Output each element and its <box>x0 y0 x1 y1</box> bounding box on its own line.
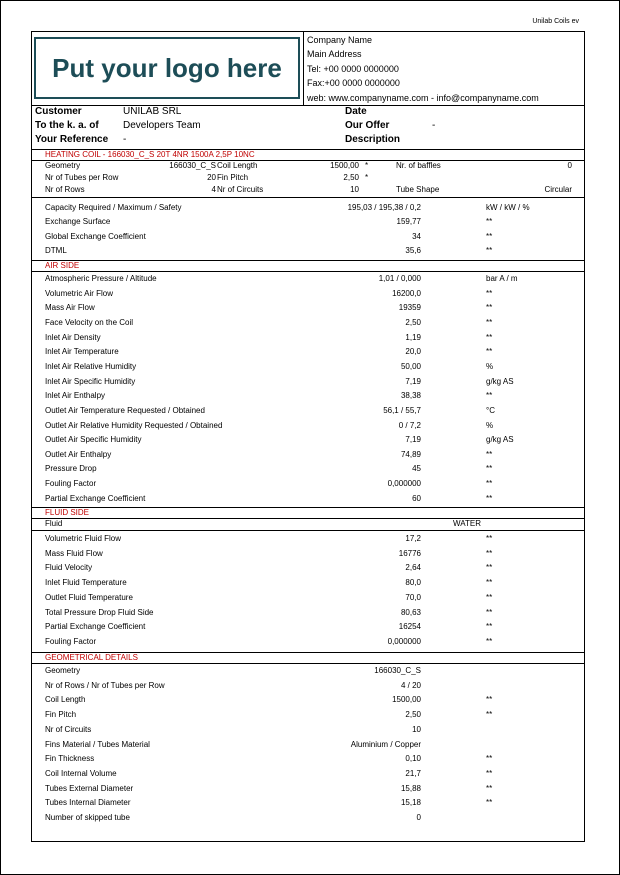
air-value: 0 / 7,2 <box>398 420 421 430</box>
heating-param-label: Coil Length <box>217 161 258 170</box>
air-unit: g/kg AS <box>486 376 514 386</box>
customer-label: Customer <box>35 106 82 117</box>
air-label: Inlet Air Relative Humidity <box>45 361 137 371</box>
fluid-label: Inlet Fluid Temperature <box>45 578 127 588</box>
geometry-unit: ** <box>486 754 493 764</box>
heating-param-value: 4 <box>211 185 216 194</box>
geometry-value: 15,88 <box>400 783 421 793</box>
air-unit: ** <box>486 479 493 489</box>
fluid-value: 0,000000 <box>387 636 421 646</box>
air-value: 19359 <box>398 303 421 313</box>
geometry-value: 4 / 20 <box>400 680 421 690</box>
performance-value: 195,03 / 195,38 / 0,2 <box>347 203 421 212</box>
date-label: Date <box>345 106 367 117</box>
geometry-label: Fin Pitch <box>45 710 77 720</box>
offer-value: - <box>432 120 436 131</box>
air-label: Atmospheric Pressure / Altitude <box>45 274 157 283</box>
fluid-unit: ** <box>486 622 493 632</box>
air-label: Outlet Air Enthalpy <box>45 449 112 459</box>
company-fax: Fax:+00 0000 0000000 <box>307 78 400 89</box>
fluid-value: 70,0 <box>405 592 421 602</box>
geometry-value: 166030_C_S <box>374 666 421 675</box>
air-value: 16200,0 <box>392 288 421 298</box>
fluid-value: 16776 <box>398 548 421 558</box>
geometry-label: Coil Internal Volume <box>45 768 117 778</box>
header <box>32 32 584 106</box>
air-unit: ** <box>486 391 493 401</box>
fluid-unit: ** <box>486 578 493 588</box>
fluid-label: Outlet Fluid Temperature <box>45 592 133 602</box>
geometry-value: 2,50 <box>405 710 421 720</box>
air-value: 60 <box>412 493 421 503</box>
customer-info <box>32 105 584 147</box>
air-unit: ** <box>486 303 493 313</box>
air-value: 45 <box>412 464 421 474</box>
air-value: 20,0 <box>405 347 421 357</box>
air-value: 1,01 / 0,000 <box>378 274 421 283</box>
air-label: Inlet Air Enthalpy <box>45 391 106 401</box>
fluid-unit: ** <box>486 548 493 558</box>
geometry-section <box>32 652 584 664</box>
air-unit: ** <box>486 317 493 327</box>
heating-coil-section <box>32 149 584 161</box>
fluid-label: Fluid <box>45 519 63 528</box>
air-unit: bar A / m <box>486 274 518 283</box>
geometry-label: Fins Material / Tubes Material <box>45 739 150 749</box>
fluid-label: Partial Exchange Coefficient <box>45 622 146 632</box>
geometry-label: Nr of Circuits <box>45 724 92 734</box>
fluid-value: 80,0 <box>405 578 421 588</box>
geometry-unit: ** <box>486 695 493 705</box>
air-label: Face Velocity on the Coil <box>45 317 134 327</box>
fluid-unit: ** <box>486 534 493 543</box>
geometry-value: 21,7 <box>405 768 421 778</box>
air-value: 50,00 <box>400 361 421 371</box>
offer-label: Our Offer <box>345 120 390 131</box>
air-value: 56,1 / 55,7 <box>383 405 421 415</box>
geometry-value: 0,10 <box>405 754 421 764</box>
fluid-label: Total Pressure Drop Fluid Side <box>45 607 154 617</box>
performance-label: DTML <box>45 245 67 255</box>
air-unit: % <box>486 420 494 430</box>
attention-value: Developers Team <box>123 120 201 131</box>
heating-param-value: 0 <box>567 161 572 170</box>
performance-label: Exchange Surface <box>45 217 111 227</box>
heating-param-value: 1500,00 <box>330 161 359 170</box>
company-address: Main Address <box>307 49 362 60</box>
air-label: Pressure Drop <box>45 464 97 474</box>
performance-value: 34 <box>412 231 421 241</box>
geometry-unit: ** <box>486 710 493 720</box>
heating-param-unit: * <box>365 173 369 182</box>
geometry-label: Number of skipped tube <box>45 813 130 822</box>
heating-param-label: Geometry <box>45 161 81 170</box>
air-unit: % <box>486 361 494 371</box>
air-label: Outlet Air Specific Humidity <box>45 435 142 445</box>
app-name: Unilab Coils ev <box>532 18 579 25</box>
logo-placeholder[interactable] <box>34 37 300 99</box>
fluid-label: Fouling Factor <box>45 636 97 646</box>
geometry-value: 1500,00 <box>392 695 421 705</box>
heating-param-label: Nr. of baffles <box>396 161 441 170</box>
heating-param-label: Nr of Circuits <box>217 185 264 194</box>
air-label: Inlet Air Temperature <box>45 347 119 357</box>
fluid-unit: ** <box>486 592 493 602</box>
geometry-label: Tubes Internal Diameter <box>45 798 131 808</box>
reference-value: - <box>123 134 127 145</box>
performance-unit: kW / kW / % <box>486 203 530 212</box>
reference-label: Your Reference <box>35 134 109 145</box>
heating-param-label: Nr of Rows <box>45 185 85 194</box>
heating-param-unit: * <box>365 161 369 170</box>
air-label: Inlet Air Density <box>45 332 101 342</box>
geometry-unit: ** <box>486 783 493 793</box>
geometry-label: Fin Thickness <box>45 754 95 764</box>
geometry-value: Aluminium / Copper <box>350 739 421 749</box>
air-label: Partial Exchange Coefficient <box>45 493 146 503</box>
air-unit: ** <box>486 332 493 342</box>
geometry-value: 0 <box>416 813 421 822</box>
air-unit: ** <box>486 449 493 459</box>
performance-value: 159,77 <box>396 217 421 227</box>
performance-unit: ** <box>486 231 493 241</box>
geometry-unit: ** <box>486 798 493 808</box>
fluid-unit: ** <box>486 636 493 646</box>
company-name: Company Name <box>307 35 373 45</box>
company-tel: Tel: +00 0000 0000000 <box>307 63 399 74</box>
fluid-value: 17,2 <box>405 534 421 543</box>
air-side-title: AIR SIDE <box>32 260 584 272</box>
divider <box>32 530 584 531</box>
air-unit: ** <box>486 347 493 357</box>
geometry-value: 10 <box>412 724 421 734</box>
geometry-unit: ** <box>486 768 493 778</box>
fluid-label: Fluid Velocity <box>45 563 93 573</box>
geometry-label: Tubes External Diameter <box>45 783 134 793</box>
fluid-value: 2,64 <box>405 563 421 573</box>
heating-param-value: 10 <box>350 185 359 194</box>
air-unit: °C <box>486 405 495 415</box>
heating-param-value: 166030_C_S <box>169 161 216 170</box>
performance-unit: ** <box>486 245 493 255</box>
heating-param-label: Fin Pitch <box>217 173 249 182</box>
air-label: Inlet Air Specific Humidity <box>45 376 136 386</box>
air-label: Mass Air Flow <box>45 303 95 313</box>
fluid-unit: ** <box>486 563 493 573</box>
logo-cell <box>32 32 304 105</box>
fluid-value: 16254 <box>398 622 421 632</box>
description-label: Description <box>345 134 401 145</box>
air-unit: ** <box>486 493 493 503</box>
air-unit: ** <box>486 464 493 474</box>
logo-text: Put your logo here <box>52 52 282 83</box>
air-value: 7,19 <box>405 435 421 445</box>
air-side-section <box>32 260 584 272</box>
air-unit: g/kg AS <box>486 435 514 445</box>
air-value: 38,38 <box>400 391 421 401</box>
performance-label: Capacity Required / Maximum / Safety <box>45 203 182 212</box>
fluid-unit: ** <box>486 607 493 617</box>
fluid-label: Mass Fluid Flow <box>45 548 103 558</box>
performance-value: 35,6 <box>405 245 421 255</box>
air-label: Outlet Air Relative Humidity Requested / Obtained <box>45 420 223 430</box>
air-value: 74,89 <box>400 449 421 459</box>
company-web: web: www.companyname.com - info@companyname.com <box>307 92 539 103</box>
datasheet <box>31 31 585 842</box>
air-label: Fouling Factor <box>45 479 97 489</box>
performance-unit: ** <box>486 217 493 227</box>
geometry-label: Geometry <box>45 666 81 675</box>
air-label: Volumetric Air Flow <box>45 288 114 298</box>
geometry-label: Nr of Rows / Nr of Tubes per Row <box>45 680 165 690</box>
air-value: 0,000000 <box>387 479 421 489</box>
air-value: 7,19 <box>405 376 421 386</box>
fluid-label: Volumetric Fluid Flow <box>45 534 122 543</box>
air-value: 1,19 <box>405 332 421 342</box>
heating-param-label: Nr of Tubes per Row <box>45 173 119 182</box>
fluid-value: WATER <box>453 519 481 528</box>
divider <box>32 197 584 198</box>
fluid-side-title: FLUID SIDE <box>32 507 584 519</box>
customer-value: UNILAB SRL <box>123 106 182 117</box>
attention-label: To the k. a. of <box>35 120 99 131</box>
fluid-side-section <box>32 507 584 519</box>
air-unit: ** <box>486 288 493 298</box>
heating-param-value: 20 <box>207 173 216 182</box>
heating-param-value: 2,50 <box>343 173 359 182</box>
air-value: 2,50 <box>405 317 421 327</box>
geometry-label: Coil Length <box>45 695 86 705</box>
geometry-title: GEOMETRICAL DETAILS <box>32 652 584 664</box>
heating-coil-title: HEATING COIL - 166030_C_S 20T 4NR 1500A 2,5P 10NC <box>32 149 584 161</box>
fluid-value: 80,63 <box>400 607 421 617</box>
performance-label: Global Exchange Coefficient <box>45 231 146 241</box>
heating-param-label: Tube Shape <box>396 185 440 194</box>
company-block <box>307 33 539 105</box>
heating-param-value: Circular <box>544 185 572 194</box>
air-label: Outlet Air Temperature Requested / Obtained <box>45 405 205 415</box>
geometry-value: 15,18 <box>400 798 421 808</box>
